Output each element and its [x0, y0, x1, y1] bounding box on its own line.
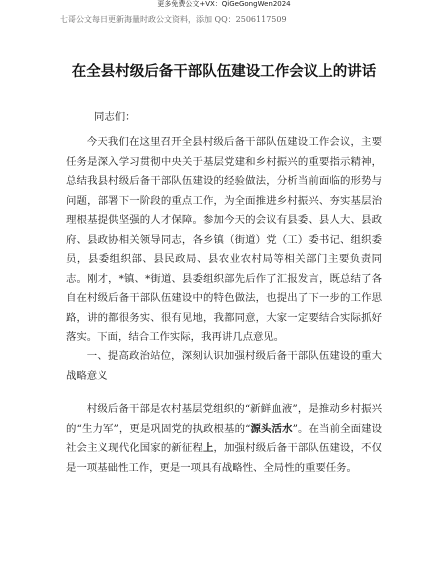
section-heading-1: 一、提高政治站位，深刻认识加强村级后备干部队伍建设的重大战略意义: [66, 350, 382, 382]
emphasis-text: 源头活水: [250, 422, 293, 435]
salutation: 同志们：: [94, 111, 136, 123]
paragraph-intro: 今天我们在这里召开全县村级后备干部队伍建设工作会议，主要任务是深入学习贯彻中央关于基层党建和乡村振兴的重要指示精神，总结我县村级后备干部队伍建设的经验做法，分析当前面临的形势与问题，部署下一阶段的重点工作，为全面推进乡村振兴、夯实基层治理根基提供坚强的人才保障。参加今天的会议有县委、县人大、县政府、县政协相关领导同志，各乡镇（街道）党（工）委书记、组织委员，县委组织部、县民政局、县农业农村局等相关部门主要负责同志。刚才，*镇、*街道、县委组织部先后作了汇报发言，既总结了各自在村级后备干部队伍建设中的特色做法，也提出了下一步的工作思路，讲的都很务实、很有见地，我都同意，大家一定要结合实际抓好落实。下面，结合工作实际，我再讲几点意见。: [66, 136, 382, 343]
emphasis-text: 上: [203, 442, 214, 454]
paragraph-section-1: [66, 400, 382, 478]
paragraph-text: 村级后备干部是农村基层党组织的“新鲜血液”，是推动乡村振兴的“生力军”，更是巩固党的执政根基的“: [66, 403, 382, 435]
paragraph-text: ”。在当前全面建设社会主义现代化国家的新征程: [66, 422, 383, 454]
header-note: 七哥公文每日更新海量时政公文资料，添加 QQ：2506117509: [60, 15, 287, 24]
top-banner: 更多免费公文+VX：QiGeGongWen2024: [157, 0, 291, 8]
paragraph-text: ，加强村级后备干部队伍建设，不仅是一项基础性工作，更是一项具有战略性、全局性的重要任务。: [66, 442, 383, 474]
document-title: 在全县村级后备干部队伍建设工作会议上的讲话: [71, 64, 377, 80]
